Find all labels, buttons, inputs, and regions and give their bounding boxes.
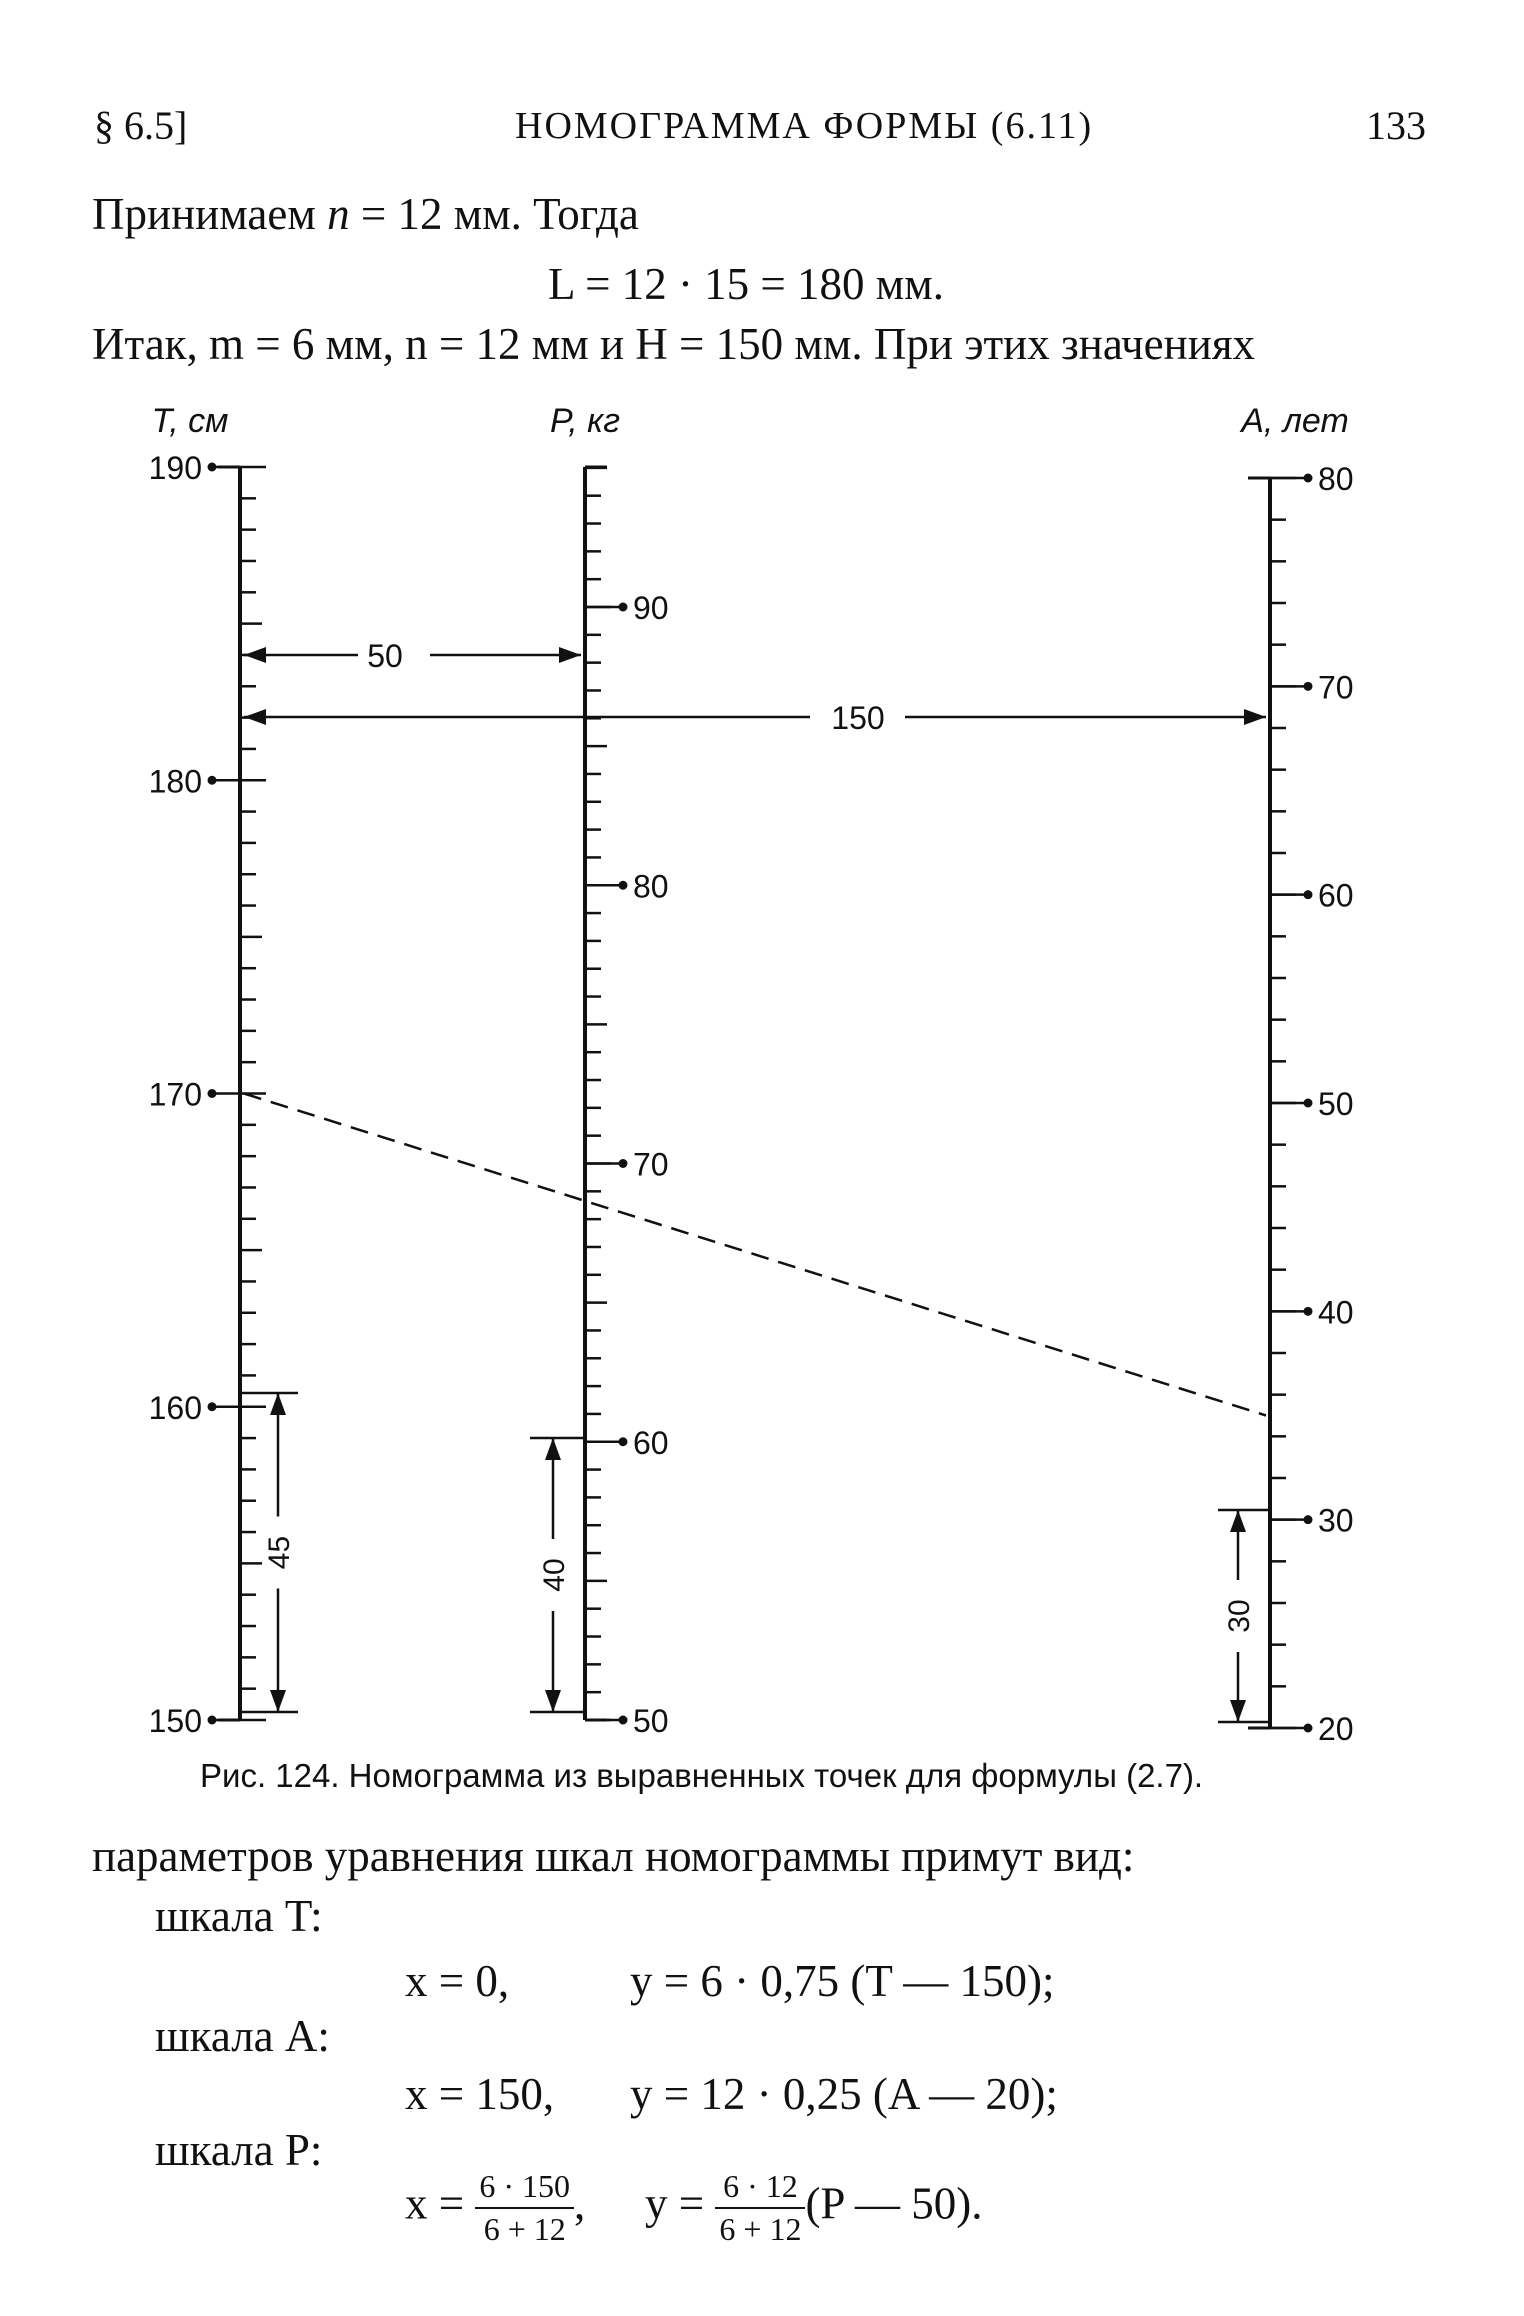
scale-A-major-label: 50 xyxy=(1318,1086,1354,1122)
intro-line-3: Итак, m = 6 мм, n = 12 мм и H = 150 мм. При этих значениях xyxy=(92,319,1256,369)
arrow-head xyxy=(1230,1510,1246,1532)
scale-T-major-label: 170 xyxy=(148,1076,202,1113)
scale-a-y: y = 12 · 0,25 (A — 20); xyxy=(630,2069,1058,2119)
arrow-head xyxy=(270,1393,286,1415)
intro-var: n xyxy=(327,189,350,239)
scale-P-major-label: 90 xyxy=(633,590,669,626)
intro-text: Принимаем xyxy=(92,189,328,239)
figure-caption: Рис. 124. Номограмма из выравненных точек для формулы (2.7). xyxy=(200,1757,1204,1794)
fraction-denominator: 6 + 12 xyxy=(719,2211,802,2247)
scale-p-y xyxy=(645,2168,983,2248)
dim-50-label: 50 xyxy=(367,638,403,674)
scale-A-major-label: 60 xyxy=(1318,877,1354,914)
scale-a-x: x = 150, xyxy=(405,2069,555,2119)
arrow-head xyxy=(244,647,266,663)
scale-P-title: P, кг xyxy=(549,402,621,440)
scale-T-major-label: 180 xyxy=(148,763,202,800)
scale-t-x: x = 0, xyxy=(405,1956,510,2006)
scale-p-label: шкала P: xyxy=(155,2125,323,2175)
scale-A-major-label: 30 xyxy=(1318,1502,1354,1539)
arrow-head xyxy=(545,1690,561,1712)
arrow-head xyxy=(545,1438,561,1460)
scale-A-major-label: 80 xyxy=(1318,461,1354,497)
scale-A-major-label: 20 xyxy=(1318,1711,1354,1747)
scale-a-label: шкала A: xyxy=(155,2011,330,2061)
fraction-numerator: 6 · 12 xyxy=(715,2168,805,2209)
scale-t-label: шкала T: xyxy=(155,1891,323,1941)
key-line-dashed xyxy=(244,1094,1266,1416)
scale-T-major-label: 160 xyxy=(148,1389,202,1426)
after-line-1: параметров уравнения шкал номограммы примут вид: xyxy=(92,1831,1135,1881)
page-number: 133 xyxy=(1366,103,1426,148)
section-number: § 6.5] xyxy=(94,103,188,148)
dim-45-label: 45 xyxy=(263,1535,296,1570)
scale-p-y-fraction xyxy=(715,2168,805,2248)
fraction-denominator: 6 + 12 xyxy=(483,2211,566,2247)
scale-p-x-fraction xyxy=(475,2168,574,2248)
arrow-head xyxy=(244,709,266,725)
scale-t-y: y = 6 · 0,75 (T — 150); xyxy=(630,1956,1055,2006)
dim-150-label: 150 xyxy=(831,700,885,736)
arrow-head xyxy=(1244,709,1266,725)
dim-30-label: 30 xyxy=(1223,1599,1256,1633)
scale-p-y-lhs: y = xyxy=(645,2178,705,2229)
scale-P-major-label: 60 xyxy=(633,1424,669,1461)
arrow-head xyxy=(559,647,581,663)
scale-T-major-label: 190 xyxy=(148,450,202,486)
scale-P-major-label: 50 xyxy=(633,1703,669,1739)
running-title: НОМОГРАММА ФОРМЫ (6.11) xyxy=(515,105,1094,147)
scale-p-x-lhs: x = xyxy=(405,2178,465,2229)
intro-rest: = 12 мм. Тогда xyxy=(349,189,639,239)
scale-p-y-rhs: (P — 50). xyxy=(805,2178,983,2229)
scale-P-major-label: 70 xyxy=(633,1146,669,1183)
scale-T-title: T, см xyxy=(151,402,229,440)
equation-L: L = 12 · 15 = 180 мм. xyxy=(548,259,945,309)
scale-A-title: A, лет xyxy=(1241,402,1349,440)
arrow-head xyxy=(270,1690,286,1712)
scale-p-x: x = $\frac{6 \cdot 150}{6 + 12}$ , xyxy=(405,2168,586,2247)
scale-T-major-label: 150 xyxy=(148,1703,202,1739)
scale-A-major-label: 40 xyxy=(1318,1294,1354,1331)
scale-P-major-label: 80 xyxy=(633,868,669,905)
dim-40-label: 40 xyxy=(538,1558,571,1592)
scale-A-major-label: 70 xyxy=(1318,669,1354,706)
arrow-head xyxy=(1230,1700,1246,1722)
fraction-numerator: 6 · 150 xyxy=(475,2168,574,2209)
